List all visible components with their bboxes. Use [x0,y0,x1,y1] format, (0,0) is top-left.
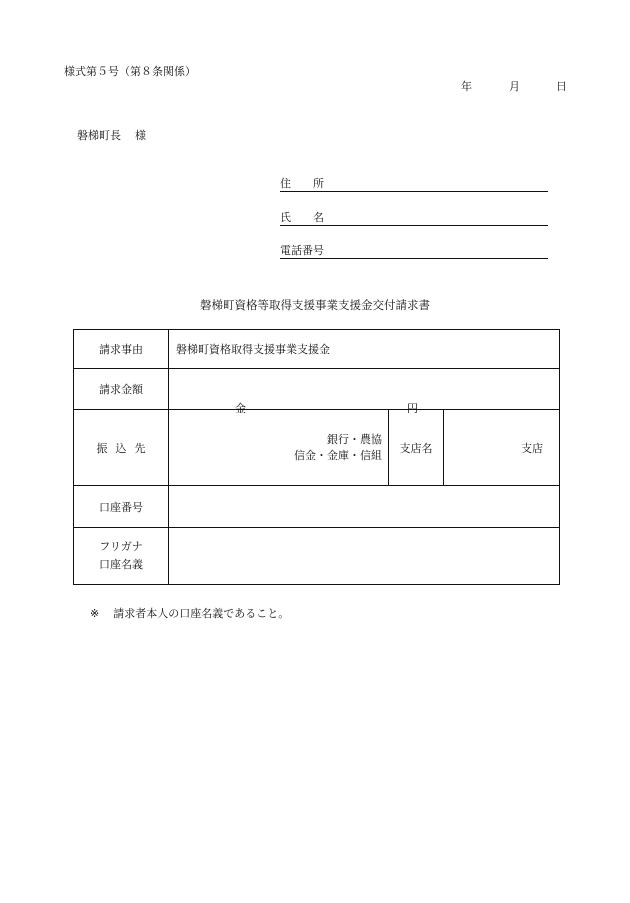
reason-label: 請求事由 [74,330,169,369]
claim-form-table [73,329,560,585]
branch-suffix: 支店 [521,441,543,455]
date-month-label: 月 [509,80,520,93]
account-number-label: 口座番号 [74,486,169,528]
address-field[interactable] [280,178,548,192]
form-number: 様式第５号（第８条関係） [64,65,196,78]
document-title: 磐梯町資格等取得支援事業支援金交付請求書 [200,298,430,312]
date-day-label: 日 [556,80,567,93]
phone-field[interactable] [280,245,548,259]
account-name-field[interactable] [169,528,560,585]
account-number-row [74,486,560,528]
note [90,608,289,619]
date-year-label: 年 [461,80,472,93]
address-label: 住所 [280,177,346,190]
addressee [77,130,146,141]
name-field[interactable] [280,212,548,226]
phone-label: 電話番号 [280,244,324,257]
addressee-name: 磐梯町長 [77,129,121,142]
transfer-label: 振込先 [74,410,169,486]
bank-types-line2: 信金・金庫・信組 [294,448,382,462]
account-name-row [74,528,560,585]
bank-types-line1: 銀行・農協 [327,432,382,446]
account-number-field[interactable] [169,486,560,528]
note-text: 請求者本人の口座名義であること。 [113,607,290,620]
name-label: 氏名 [280,211,346,224]
account-name-label [74,528,169,585]
reason-value: 磐梯町資格取得支援事業支援金 [169,330,560,369]
note-mark: ※ [90,607,100,620]
amount-row [74,369,560,410]
reason-row [74,330,560,369]
transfer-row [74,410,560,486]
amount-field[interactable] [169,369,560,415]
amount-unit: 円 [407,402,418,415]
branch-field[interactable] [444,410,560,486]
bank-name-field[interactable] [169,410,389,486]
furigana-label: フリガナ [99,540,143,554]
amount-label: 請求金額 [74,369,169,410]
branch-label: 支店名 [389,410,444,486]
addressee-honorific: 様 [135,129,146,142]
account-holder-label: 口座名義 [99,558,143,571]
amount-prefix: 金 [235,402,246,415]
